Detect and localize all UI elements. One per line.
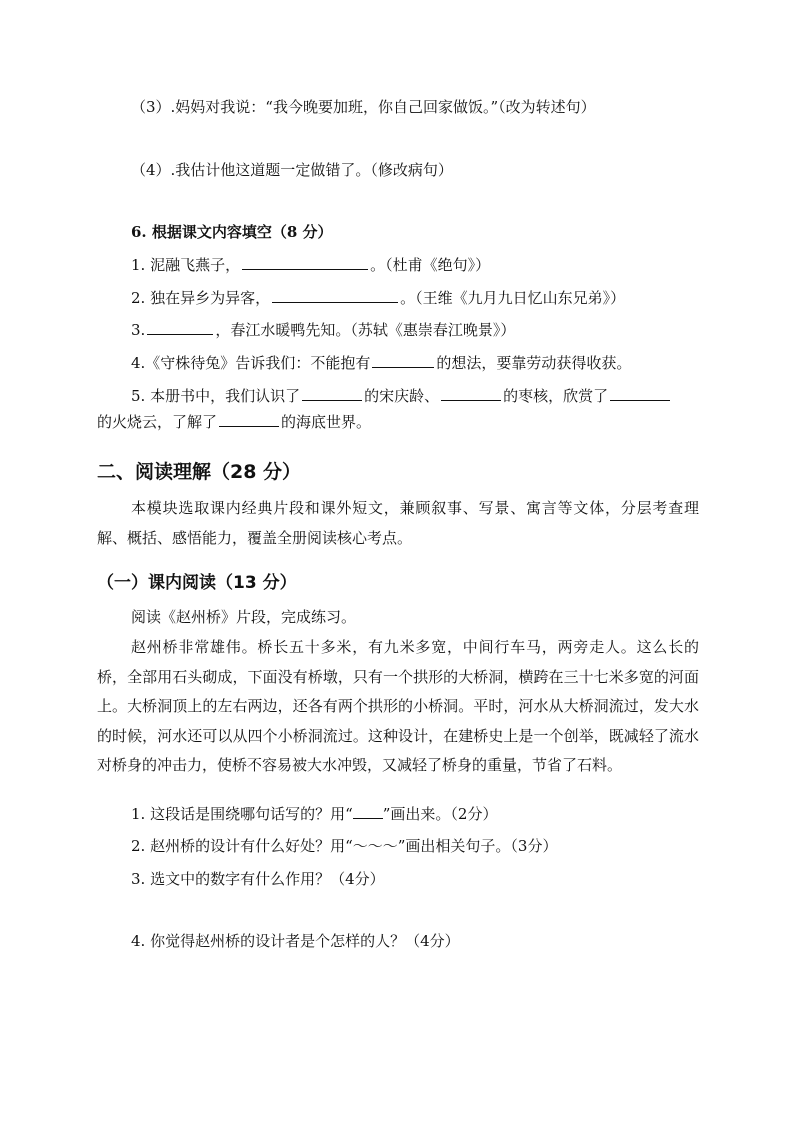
question-3-rewrite: （3）.妈妈对我说：“我今晚要加班，你自己回家做饭。”（改为转述句） [131,98,596,116]
answer-blank[interactable] [441,385,501,401]
fill-3-suffix: ，春江水暖鸭先知。（苏轼《惠崇春江晚景》） [215,321,516,339]
fill-1-suffix: 。（杜甫《绝句》） [370,256,491,274]
fill-5-part3: 的枣核，欣赏了 [503,387,609,405]
rq1-suffix: ”画出来。（2分） [382,805,498,823]
fill-item-2 [131,287,625,308]
answer-blank[interactable] [302,385,362,401]
reading-question-2: 2. 赵州桥的设计有什么好处？用“～～～”画出相关句子。（3分） [131,837,558,855]
zhaozhou-bridge-passage: 赵州桥非常雄伟。桥长五十多米，有九米多宽，中间行车马，两旁走人。这么长的桥，全部用石头砌成，下面没有桥墩，只有一个拱形的大桥洞，横跨在三十七米多宽的河面上。大桥洞顶上的左右两边，还各有两个拱形的小桥洞。平时，河水从大桥洞流过，发大水的时候，河水还可以从四个小桥洞流过。这种设计，在建桥史上是一个创举，既减轻了流水对桥身的冲击力，使桥不容易被大水冲毁，又减轻了桥身的重量，节省了石料。 [97,638,699,774]
fill-4-prefix: 4.《守株待兔》告诉我们：不能抱有 [131,354,371,372]
answer-blank[interactable] [272,287,398,303]
fill-5-part2: 的宋庆龄、 [364,387,440,405]
answer-blank[interactable] [372,352,434,368]
fill-4-suffix: 的想法，要靠劳动获得收获。 [436,354,632,372]
fill-item-5-line2 [97,411,371,432]
section-2-heading: 二、阅读理解（28 分） [97,461,302,483]
subsection-1-heading: （一）课内阅读（13 分） [97,573,297,593]
question-4-correct-sentence: （4）.我估计他这道题一定做错了。（修改病句） [131,161,453,179]
fill-3-prefix: 3. [131,321,146,339]
fill-2-suffix: 。（王维《九月九日忆山东兄弟》） [400,289,626,307]
fill-5-part4: 的火烧云，了解了 [97,413,218,431]
fill-item-4 [131,352,631,373]
fill-item-3 [131,319,515,340]
fill-2-prefix: 2. 独在异乡为异客， [131,289,271,307]
rq1-prefix: 1. 这段话是围绕哪句话写的？用“ [131,805,353,823]
reading-question-3: 3. 选文中的数字有什么作用？（4分） [131,870,385,888]
fill-item-1 [131,254,490,275]
reading-instruction: 阅读《赵州桥》片段，完成练习。 [131,608,357,626]
fill-5-part5: 的海底世界。 [281,413,372,431]
section-2-intro: 本模块选取课内经典片段和课外短文，兼顾叙事、写景、寓言等文体，分层考查理解、概括、感悟能力，覆盖全册阅读核心考点。 [97,499,699,547]
reading-question-1 [131,804,497,824]
question-6-title: 6. 根据课文内容填空（8 分） [131,223,333,241]
answer-blank[interactable] [610,385,670,401]
fill-5-part1: 5. 本册书中，我们认识了 [131,387,301,405]
answer-blank[interactable] [147,319,213,335]
fill-item-5-line1 [131,385,672,406]
reading-question-4: 4. 你觉得赵州桥的设计者是个怎样的人？（4分） [131,932,460,950]
answer-blank[interactable] [219,411,279,427]
answer-blank[interactable] [242,254,368,270]
fill-1-prefix: 1. 泥融飞燕子， [131,256,241,274]
underline-mark [353,804,383,819]
